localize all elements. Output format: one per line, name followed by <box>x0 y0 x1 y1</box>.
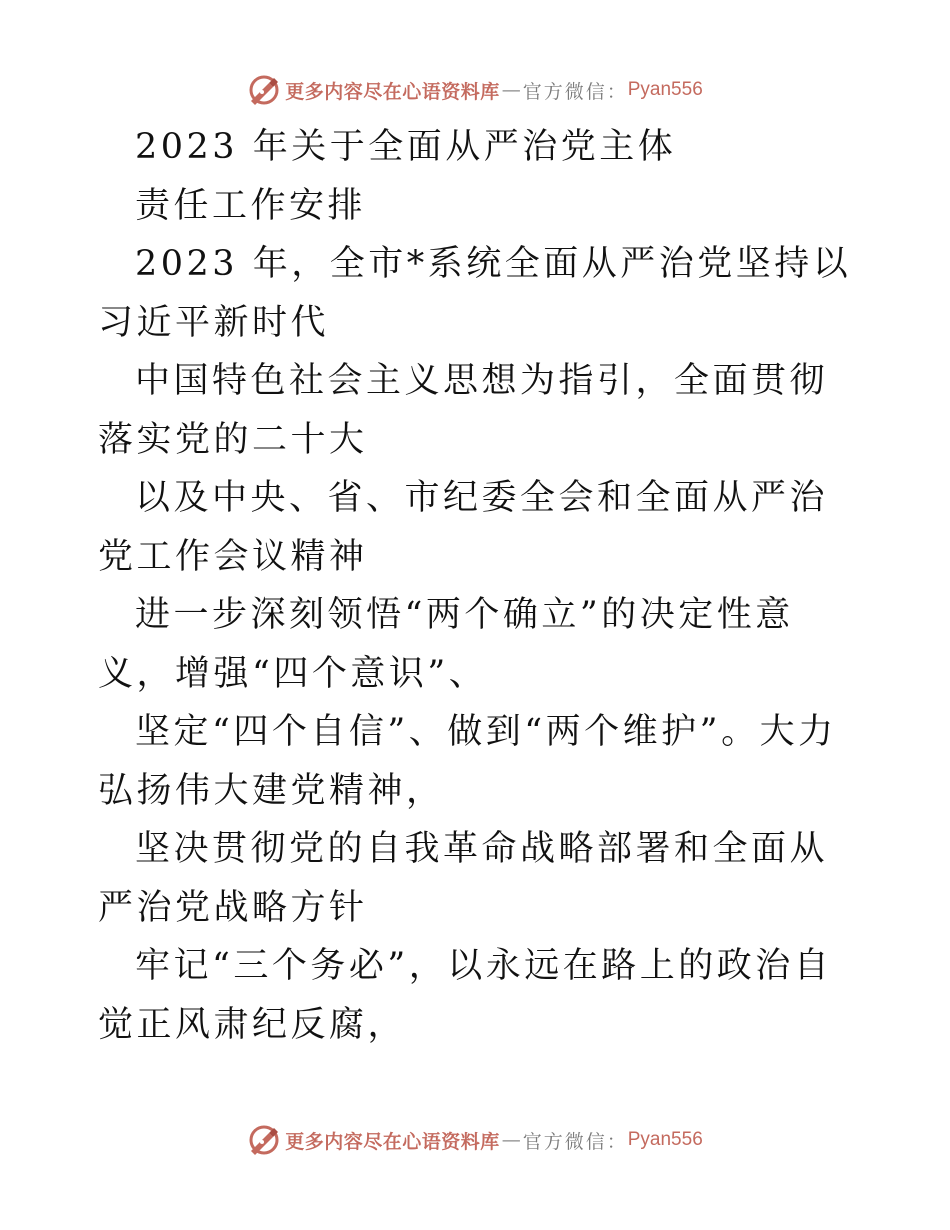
watermark-text: 更多内容尽在心语资料库 <box>285 80 500 103</box>
document-title-line-1: 2023 年关于全面从严治党主体 <box>135 127 677 167</box>
body-paragraph: 2023 年，全市*系统全面从严治党坚持以习近平新时代 <box>98 244 852 343</box>
pen-logo-icon <box>247 73 281 107</box>
body-paragraph: 进一步深刻领悟“两个确立”的决定性意义，增强“四个意识”、 <box>98 595 794 694</box>
body-paragraph: 牢记“三个务必”，以永远在路上的政治自觉正风肃纪反腐， <box>98 946 833 1045</box>
body-paragraph: 中国特色社会主义思想为指引，全面贯彻落实党的二十大 <box>98 361 829 460</box>
watermark-wechat-id: Pyan556 <box>627 1129 703 1150</box>
watermark-text: 更多内容尽在心语资料库 <box>285 1130 500 1153</box>
footer-watermark <box>0 1120 950 1160</box>
body-paragraph: 坚定“四个自信”、做到“两个维护”。大力弘扬伟大建党精神， <box>98 712 837 811</box>
document-title-line-2: 责任工作安排 <box>135 185 367 226</box>
header-watermark <box>0 70 950 110</box>
pen-logo-icon <box>247 1123 281 1157</box>
watermark-dash: — <box>501 79 521 101</box>
watermark-wechat-label: 官方微信： <box>522 80 628 103</box>
watermark-dash: — <box>501 1129 521 1151</box>
body-paragraph: 以及中央、省、市纪委全会和全面从严治党工作会议精神 <box>98 478 829 577</box>
watermark-wechat-id: Pyan556 <box>627 79 703 100</box>
body-paragraph: 坚决贯彻党的自我革命战略部署和全面从严治党战略方针 <box>98 829 829 928</box>
document-body <box>98 118 858 1054</box>
watermark-wechat-label: 官方微信： <box>522 1130 628 1153</box>
